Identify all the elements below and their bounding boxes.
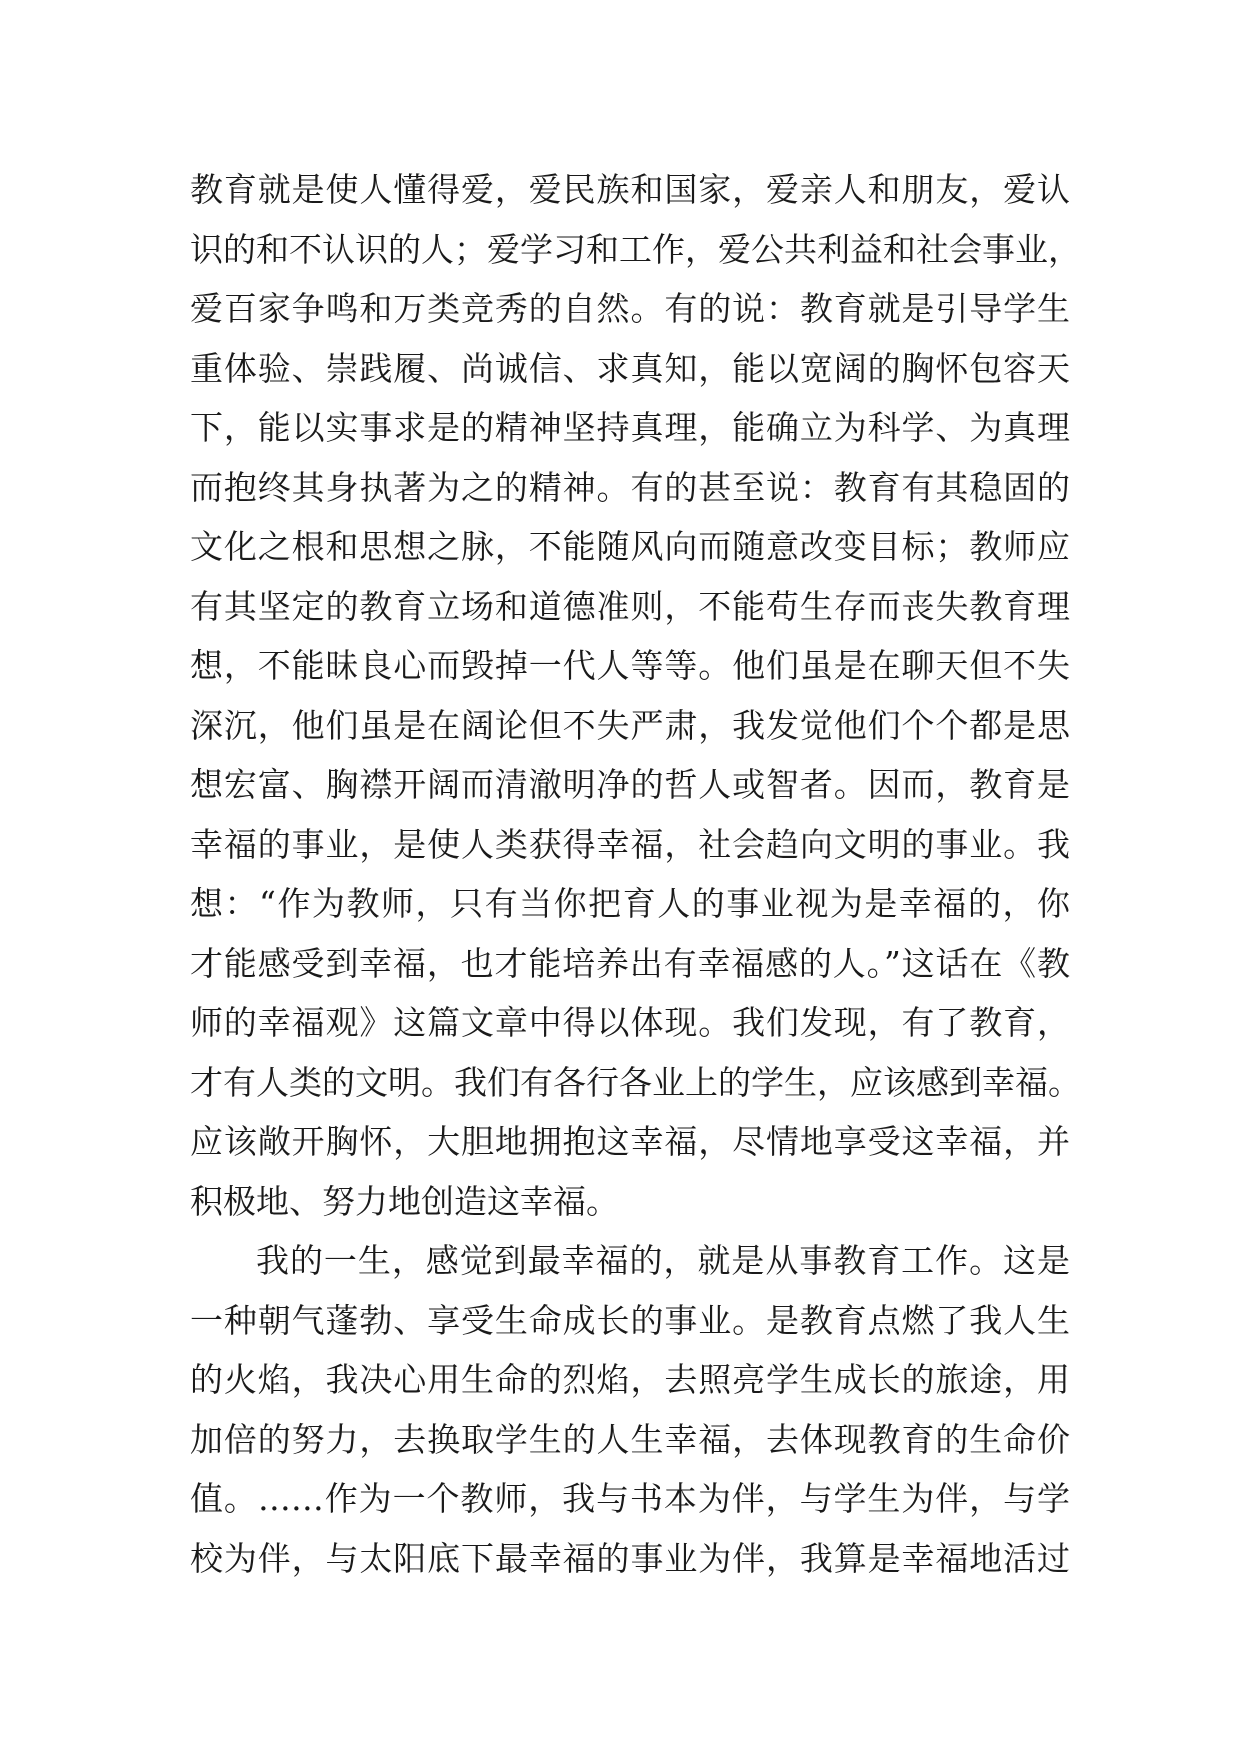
text-line: 文化之根和思想之脉，不能随风向而随意改变目标；教师应	[190, 527, 1070, 566]
body-text	[190, 160, 1081, 1588]
text-line: 一种朝气蓬勃、享受生命成长的事业。是教育点燃了我人生	[190, 1300, 1070, 1340]
text-line: 有其坚定的教育立场和道德准则，不能苟生存而丧失教育理	[190, 586, 1070, 626]
text-line: 加倍的努力，去换取学生的人生幸福，去体现教育的生命价	[190, 1419, 1070, 1459]
text-line: 爱百家争鸣和万类竞秀的自然。有的说：教育就是引导学生	[190, 289, 1070, 328]
paragraph-1	[190, 160, 1081, 1231]
text-line: 幸福的事业，是使人类获得幸福，社会趋向文明的事业。我	[190, 824, 1070, 864]
paragraph-2	[190, 1231, 1070, 1588]
text-line: 积极地、努力地创造这幸福。	[190, 1181, 619, 1221]
text-line: 想，不能昧良心而毁掉一代人等等。他们虽是在聊天但不失	[190, 646, 1070, 685]
text-line: 想：“作为教师，只有当你把育人的事业视为是幸福的，你	[190, 884, 1070, 923]
text-line: 重体验、崇践履、尚诚信、求真知，能以宽阔的胸怀包容天	[190, 348, 1070, 388]
text-line: 应该敞开胸怀，大胆地拥抱这幸福，尽情地享受这幸福，并	[190, 1122, 1070, 1161]
text-line: 才有人类的文明。我们有各行各业上的学生，应该感到幸福。	[190, 1062, 1081, 1102]
text-line: 下，能以实事求是的精神坚持真理，能确立为科学、为真理	[190, 408, 1070, 447]
text-line: 想宏富、胸襟开阔而清澈明净的哲人或智者。因而，教育是	[190, 765, 1070, 804]
text-line: 值。……作为一个教师，我与书本为伴，与学生为伴，与学	[190, 1479, 1070, 1518]
text-line: 才能感受到幸福，也才能培养出有幸福感的人。”这话在《教	[190, 943, 1070, 983]
text-line: 教育就是使人懂得爱，爱民族和国家，爱亲人和朋友，爱认	[190, 170, 1070, 209]
text-line: 师的幸福观》这篇文章中得以体现。我们发现，有了教育，	[190, 1003, 1070, 1042]
text-line: 的火焰，我决心用生命的烈焰，去照亮学生成长的旅途，用	[190, 1360, 1070, 1399]
text-line: 校为伴，与太阳底下最幸福的事业为伴，我算是幸福地活过	[190, 1538, 1070, 1578]
text-line: 而抱终其身执著为之的精神。有的甚至说：教育有其稳固的	[190, 467, 1070, 507]
text-line: 深沉，他们虽是在阔论但不失严肃，我发觉他们个个都是思	[190, 705, 1070, 745]
text-line: 识的和不认识的人；爱学习和工作，爱公共利益和社会事业，	[190, 229, 1081, 269]
text-line: 我的一生，感觉到最幸福的，就是从事教育工作。这是	[256, 1241, 1070, 1280]
